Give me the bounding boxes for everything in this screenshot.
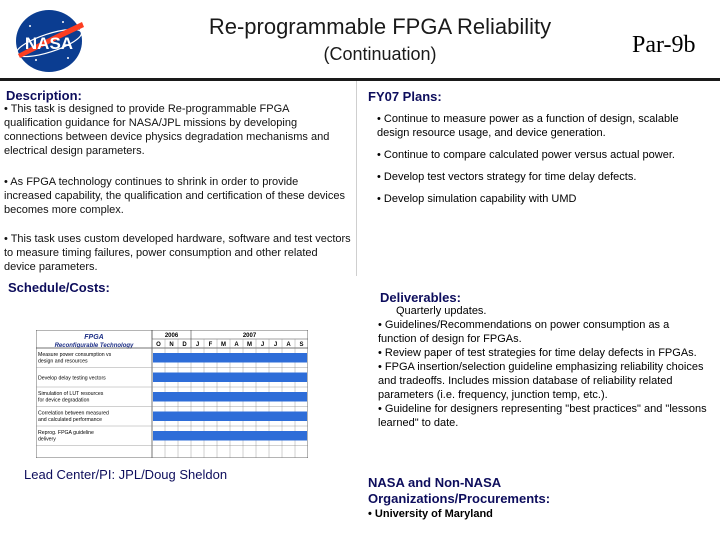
plans-heading: FY07 Plans: bbox=[368, 89, 442, 104]
page-subtitle: (Continuation) bbox=[323, 44, 437, 64]
schedule-bar bbox=[153, 392, 307, 402]
schedule-table-title: FPGA bbox=[84, 334, 104, 341]
organization-item: • University of Maryland bbox=[368, 508, 493, 520]
list-item: • FPGA insertion/selection guideline emphasizing reliability choices and tradeoffs. Includes mission database of reliability related parameters (i.e. frequency, junction temp, etc.). bbox=[378, 361, 704, 401]
deliverables-list bbox=[378, 304, 708, 430]
month-label: M bbox=[221, 342, 226, 348]
nasa-logo-text: NASA bbox=[24, 34, 74, 53]
month-label: D bbox=[182, 342, 187, 348]
month-label: J bbox=[260, 342, 265, 348]
month-label: O bbox=[156, 342, 161, 348]
column-divider bbox=[356, 81, 357, 276]
month-label: A bbox=[286, 342, 291, 348]
page-id: Par-9b bbox=[632, 32, 696, 58]
year-label: 2007 bbox=[242, 333, 257, 339]
organizations-heading: NASA and Non-NASA Organizations/Procurements: bbox=[368, 475, 551, 506]
lead-center: Lead Center/PI: JPL/Doug Sheldon bbox=[24, 467, 228, 482]
description-heading: Description: bbox=[6, 88, 82, 103]
task-label: Reprog. FPGA guideline delivery bbox=[38, 430, 94, 443]
month-label: A bbox=[234, 342, 239, 348]
schedule-gantt-table bbox=[36, 330, 308, 458]
plans-list bbox=[377, 112, 702, 214]
list-item: • Develop test vectors strategy for time delay defects. bbox=[377, 171, 637, 183]
year-label: 2006 bbox=[164, 333, 179, 339]
month-label: M bbox=[247, 342, 252, 348]
description-paragraph: • This task uses custom developed hardware, software and test vectors to measure timing failures, power consumption and other related device parameters. bbox=[4, 233, 351, 273]
task-label: Simulation of LUT resources for device degradation bbox=[38, 391, 104, 404]
header-divider bbox=[0, 78, 720, 81]
page-title: Re-programmable FPGA Reliability bbox=[208, 14, 552, 39]
deliverables-heading: Deliverables: bbox=[380, 290, 461, 305]
task-label: Correlation between measured and calculated performance bbox=[38, 410, 109, 423]
list-item: • Review paper of test strategies for time delay defects in FPGAs. bbox=[378, 347, 697, 359]
list-item: Quarterly updates. bbox=[396, 305, 487, 317]
schedule-heading: Schedule/Costs: bbox=[8, 280, 110, 295]
list-item: • Guideline for designers representing "best practices" and "lessons learned" to date. bbox=[378, 403, 707, 429]
nasa-logo bbox=[8, 8, 90, 74]
description-paragraph: • As FPGA technology continues to shrink in order to provide increased capability, the qualification and certification of these devices becomes more complex. bbox=[4, 176, 345, 216]
list-item: • Continue to compare calculated power versus actual power. bbox=[377, 149, 675, 161]
month-label: N bbox=[169, 342, 174, 348]
schedule-bar bbox=[153, 353, 307, 363]
list-item: • Develop simulation capability with UMD bbox=[377, 193, 577, 205]
schedule-table-subtitle: Reconfigurable Technology bbox=[54, 343, 134, 349]
month-label: J bbox=[273, 342, 278, 348]
schedule-bar bbox=[153, 412, 307, 422]
task-label: Measure power consumption vs design and resources bbox=[38, 352, 112, 365]
list-item: • Continue to measure power as a function of design, scalable design resource usage, and device generation. bbox=[377, 113, 679, 139]
month-label: S bbox=[299, 342, 304, 348]
month-label: J bbox=[195, 342, 200, 348]
list-item: • Guidelines/Recommendations on power consumption as a function of design for FPGAs. bbox=[378, 319, 670, 345]
schedule-bar bbox=[153, 431, 307, 441]
task-label: Develop delay testing vectors bbox=[38, 375, 106, 382]
description-paragraph: • This task is designed to provide Re-programmable FPGA qualification guidance for NASA/JPL missions by developing connections between device physics degradation mechanisms and electrical design parameters. bbox=[4, 103, 330, 157]
schedule-bar bbox=[153, 373, 307, 383]
month-label: F bbox=[208, 342, 213, 348]
